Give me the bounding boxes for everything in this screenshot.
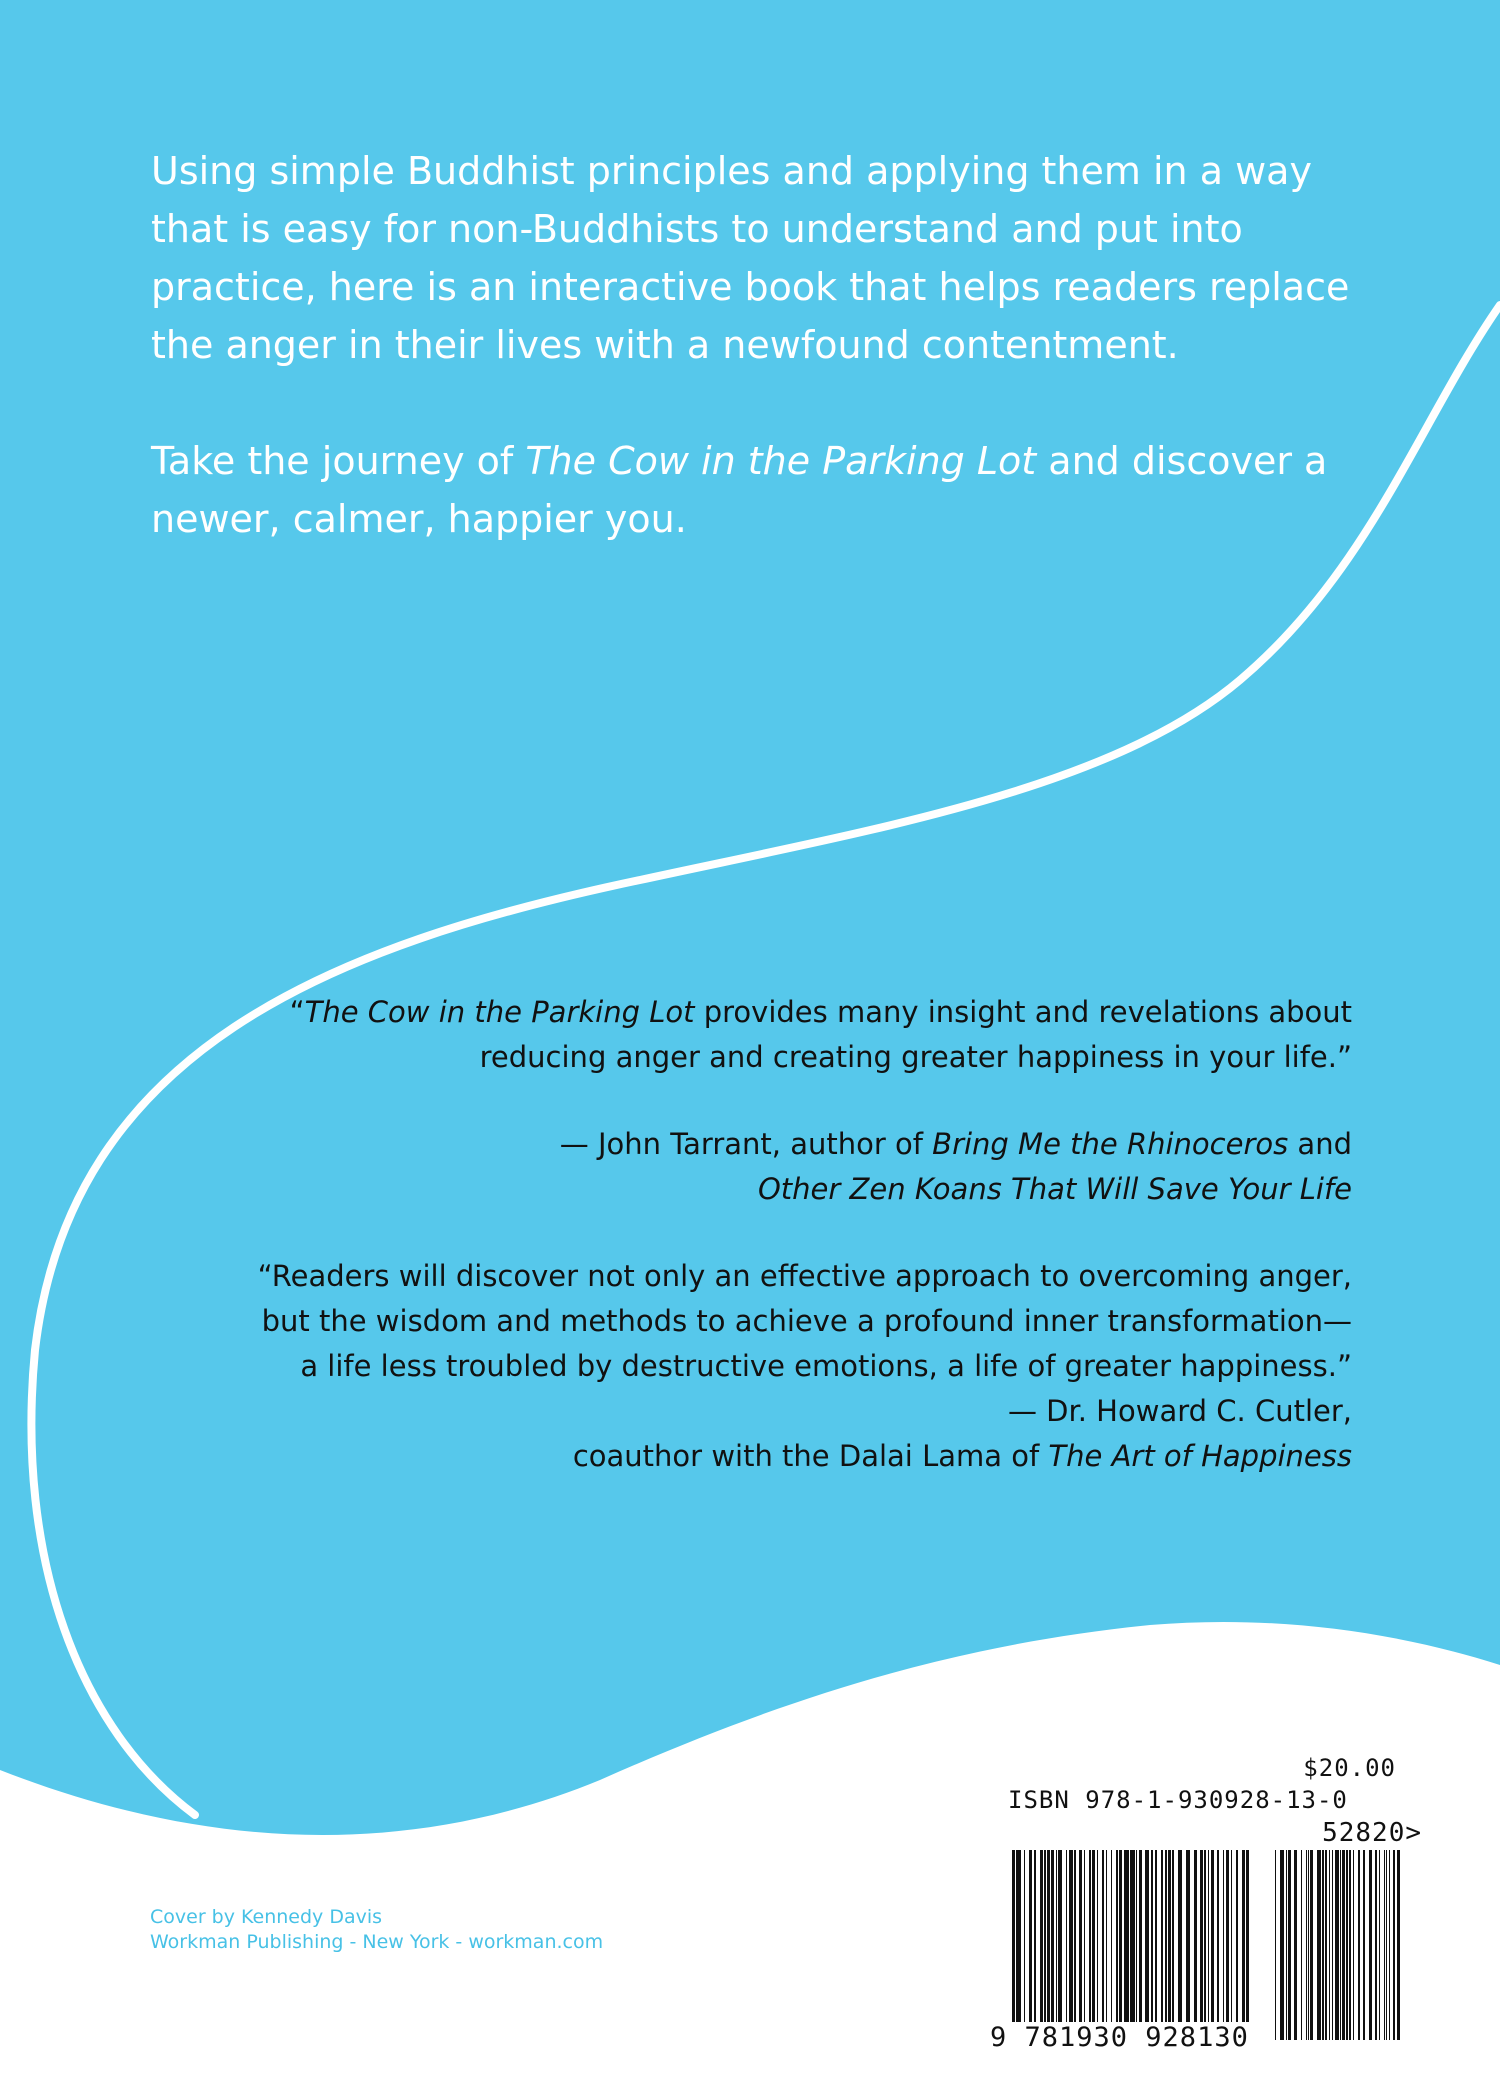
- addon-bar: [1369, 1850, 1372, 2040]
- addon-bar: [1306, 1850, 1307, 2040]
- cover-credit: Cover by Kennedy Davis: [150, 1906, 383, 1928]
- addon-bar: [1288, 1850, 1291, 2040]
- barcode-bar: [1089, 1850, 1091, 2022]
- quote-1-text: provides many insight and revelations about reducing anger and creating greater happiness in your life.”: [479, 995, 1352, 1074]
- quote-1-book-part2: Other Zen Koans That Will Save Your Life: [757, 1172, 1352, 1206]
- addon-bar: [1358, 1850, 1360, 2040]
- addon-bar: [1335, 1850, 1339, 2040]
- addon-bar: [1294, 1850, 1297, 2040]
- barcode-bar: [1194, 1850, 1197, 2022]
- publisher-line: Workman Publishing - New York - workman.com: [150, 1931, 604, 1953]
- barcode-bar: [1151, 1850, 1153, 2022]
- barcode-bar: [1208, 1850, 1209, 2022]
- blurb-p2-lead: Take the journey of: [151, 439, 526, 483]
- barcode-bar: [1029, 1850, 1032, 2022]
- quote-1-open: “: [289, 995, 305, 1029]
- barcode-bar: [1066, 1850, 1067, 2022]
- barcode-bar: [1236, 1850, 1238, 2022]
- barcode-bar: [1155, 1850, 1157, 2022]
- barcode-bar: [1116, 1850, 1118, 2022]
- barcode-guard-bar: [1242, 1850, 1245, 2040]
- isbn-number: ISBN 978-1-930928-13-0: [1008, 1786, 1348, 1814]
- barcode-block: [990, 1750, 1430, 2070]
- barcode-bar: [1040, 1850, 1043, 2022]
- price: $20.00: [1303, 1754, 1396, 1782]
- barcode-bar: [1231, 1850, 1232, 2022]
- barcode-bar: [1119, 1850, 1122, 2022]
- addon-bar: [1286, 1850, 1287, 2040]
- barcode-bar: [1084, 1850, 1085, 2022]
- barcode-bar: [1056, 1850, 1057, 2022]
- addon-bar: [1349, 1850, 1351, 2040]
- barcode-bar: [1069, 1850, 1073, 2022]
- quote-1-title: The Cow in the Parking Lot: [304, 995, 695, 1029]
- barcode-bar: [1097, 1850, 1098, 2022]
- addon-bar: [1393, 1850, 1395, 2040]
- barcode-bar: [1200, 1850, 1203, 2022]
- addon-bar: [1397, 1850, 1400, 2040]
- barcode-digits: 9 781930 928130: [990, 2022, 1249, 2053]
- barcode-guard-bar: [1126, 1850, 1129, 2040]
- barcode-bar: [1168, 1850, 1171, 2022]
- barcode-bar: [1165, 1850, 1167, 2022]
- addon-bar: [1317, 1850, 1321, 2040]
- barcode-bar: [1133, 1850, 1135, 2022]
- addon-bar: [1329, 1850, 1330, 2040]
- barcode-bar: [1211, 1850, 1214, 2022]
- addon-bar: [1280, 1850, 1284, 2040]
- barcode-bar: [1102, 1850, 1104, 2022]
- blurb-paragraph-1: Using simple Buddhist principles and applying them in a way that is easy for non-Buddhists to understand and put into practice, here is an interactive book that helps readers replace the anger in their lives with a newfound contentment.: [151, 149, 1350, 367]
- quote-1-and: and: [1288, 1127, 1352, 1161]
- addon-bar: [1379, 1850, 1380, 2040]
- barcode-bar: [1074, 1850, 1076, 2022]
- addon-bar: [1353, 1850, 1354, 2040]
- addon-bar: [1275, 1850, 1276, 2040]
- barcode-bar: [1079, 1850, 1082, 2022]
- description-blurb: [151, 142, 1381, 548]
- barcode-bar: [1024, 1850, 1025, 2022]
- barcode-bar: [1019, 1850, 1021, 2022]
- barcode-guard-bar: [1246, 1850, 1249, 2040]
- addon-bar: [1386, 1850, 1387, 2040]
- barcode-bar: [1136, 1850, 1137, 2022]
- addon-bar: [1308, 1850, 1309, 2040]
- quote-1-attribution: [252, 1122, 1352, 1212]
- barcode-guard-bar: [1016, 1850, 1019, 2040]
- quote-1-book-part1: Bring Me the Rhinoceros: [932, 1127, 1289, 1161]
- barcode-guard-bar: [1012, 1850, 1015, 2040]
- barcode-bar: [1051, 1850, 1054, 2022]
- addon-bar: [1346, 1850, 1348, 2040]
- blurb-paragraph-2: [151, 432, 1381, 548]
- addon-bar: [1389, 1850, 1390, 2040]
- quote-2-attribution-name: — Dr. Howard C. Cutler,: [1007, 1394, 1352, 1428]
- addon-bar: [1340, 1850, 1341, 2040]
- barcode-bar: [1034, 1850, 1036, 2022]
- barcode-bar: [1161, 1850, 1163, 2022]
- barcode-bar: [1106, 1850, 1107, 2022]
- addon-bar: [1342, 1850, 1345, 2040]
- barcode-bar: [1047, 1850, 1050, 2022]
- barcode-bar: [1178, 1850, 1182, 2022]
- blurb-p2-tail: and discover a newer, calmer, happier you.: [151, 439, 1328, 541]
- book-title: The Cow in the Parking Lot: [525, 439, 1037, 483]
- publisher-credits: [150, 1905, 603, 1955]
- addon-bar: [1301, 1850, 1302, 2040]
- addon-bar: [1375, 1850, 1377, 2040]
- barcode-bar: [1204, 1850, 1206, 2022]
- barcode-bar: [1226, 1850, 1229, 2022]
- addon-bar: [1332, 1850, 1333, 2040]
- addon-bar: [1322, 1850, 1324, 2040]
- barcode-bar: [1186, 1850, 1190, 2022]
- barcode-bar: [1044, 1850, 1046, 2022]
- barcode-bar: [1111, 1850, 1112, 2022]
- quote-2: “Readers will discover not only an effective approach to overcoming anger, but the wisdom and methods to achieve a profound inner transformation— a life less troubled by destructive emotions, a life of greater happiness.”: [257, 1259, 1352, 1383]
- addon-bar: [1310, 1850, 1313, 2040]
- price-addon-code: 52820>: [1322, 1818, 1422, 1848]
- endorsements: [252, 990, 1352, 1479]
- barcode-guard-bar: [1130, 1850, 1133, 2040]
- barcode-bar: [1058, 1850, 1062, 2022]
- barcode-bar: [1223, 1850, 1224, 2022]
- quote-1-attribution-prefix: — John Tarrant, author of: [559, 1127, 933, 1161]
- addon-bar: [1325, 1850, 1327, 2040]
- barcode-bar: [1217, 1850, 1219, 2022]
- addon-bar: [1363, 1850, 1365, 2040]
- quote-2-attribution: [252, 1389, 1352, 1479]
- quote-1: [252, 990, 1352, 1080]
- addon-bar: [1384, 1850, 1385, 2040]
- barcode-bar: [1092, 1850, 1095, 2022]
- barcode-bar: [1145, 1850, 1149, 2022]
- barcode-bar: [1172, 1850, 1174, 2022]
- barcode-bar: [1139, 1850, 1142, 2022]
- quote-2-book: The Art of Happiness: [1048, 1439, 1352, 1473]
- quote-2-attribution-prefix: coauthor with the Dalai Lama of: [572, 1439, 1049, 1473]
